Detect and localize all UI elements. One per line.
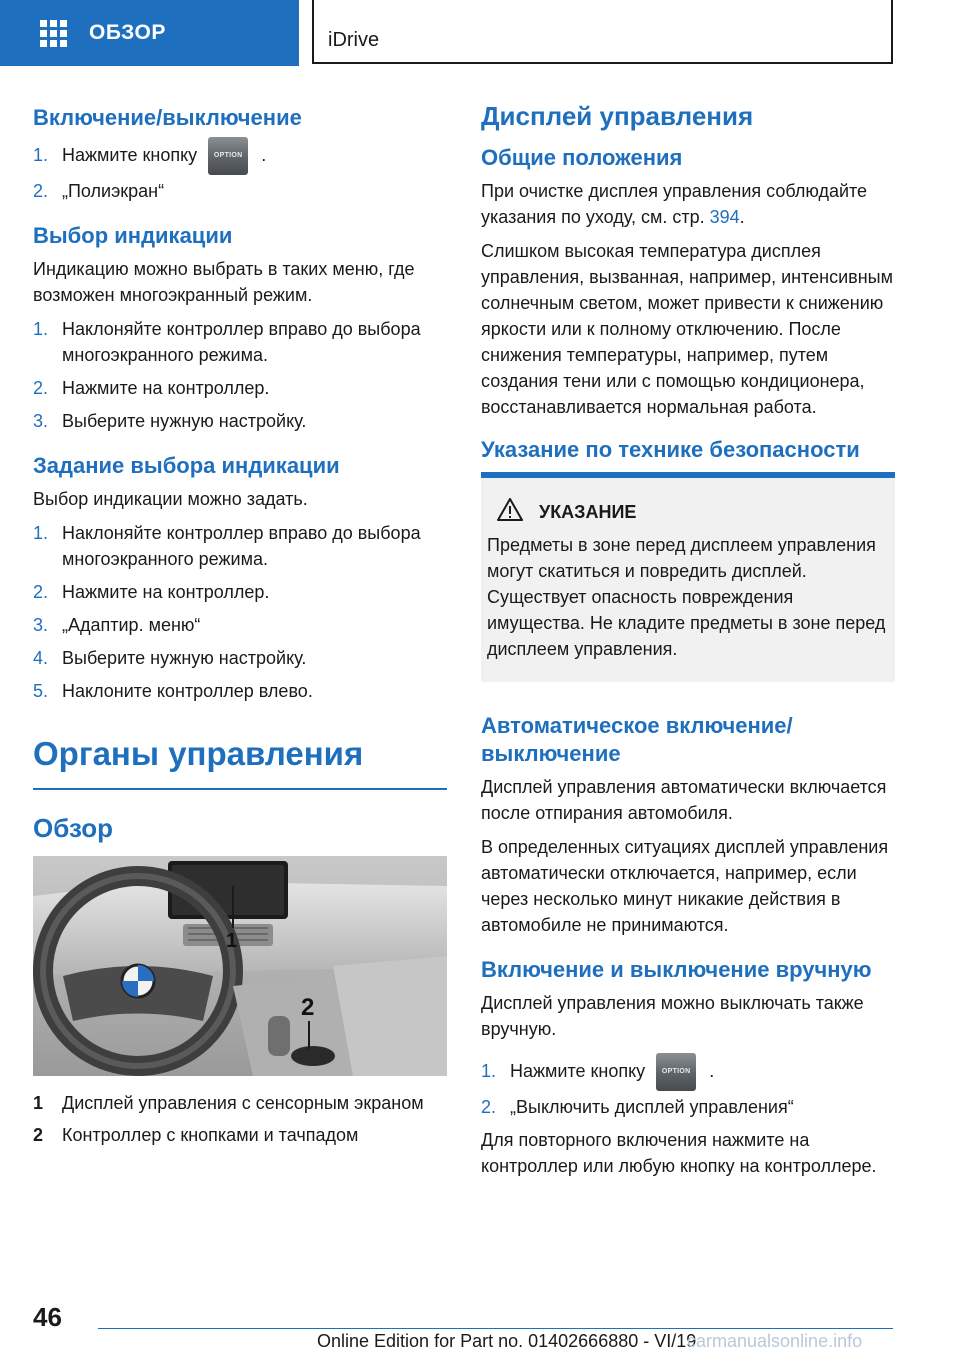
general-p1: При очистке дисплея управления соблюдайте указания по уходу, см. стр. 394. [481, 181, 868, 227]
select-intro: Индикацию можно выбрать в таких меню, где возможен многоэкранный режим. [33, 259, 415, 305]
cockpit-image [33, 856, 447, 1076]
list-item: 3. „Адаптир. меню“ [33, 615, 201, 635]
manual-intro: Дисплей управления можно выключать также вручную. [481, 993, 864, 1039]
legend-item: 2 Контроллер с кнопками и тачпадом [33, 1125, 359, 1145]
callout-1: 1 [226, 930, 238, 952]
heading-manual: Включение и выключение вручную [481, 957, 872, 982]
right-column [481, 100, 895, 1187]
page-link-394[interactable]: 394 [709, 207, 740, 227]
heading-auto: Автоматическое включение/выключение [481, 713, 793, 766]
warning-title: УКАЗАНИЕ [539, 501, 637, 522]
section-tab[interactable] [0, 0, 299, 66]
warning-triangle-icon [497, 498, 523, 526]
list-item: 1. Нажмите кнопку OPTION . [33, 142, 447, 168]
define-steps [33, 520, 447, 704]
list-item: 2. Нажмите на контроллер. [33, 582, 270, 602]
define-intro: Выбор индикации можно задать. [33, 489, 308, 509]
figure-legend [33, 1090, 447, 1148]
left-column [33, 100, 447, 1154]
manual-outro: Для повторного включения нажмите на контроллер или любую кнопку на контроллере. [481, 1130, 877, 1176]
heading-safety: Указание по технике безопасности [481, 437, 860, 462]
option-button-icon: OPTION [208, 137, 248, 175]
heading-define: Задание выбора индикации [33, 453, 340, 478]
section-tab-label: ОБЗОР [89, 21, 166, 44]
auto-p1: Дисплей управления автоматически включается после отпирания автомобиля. [481, 777, 887, 823]
onoff-steps [33, 142, 447, 204]
list-item: 2. „Полиэкран“ [33, 181, 165, 201]
heading-select: Выбор индикации [33, 223, 233, 248]
heading-display: Дисплей управления [481, 101, 754, 131]
general-p2: Слишком высокая температура дисплея управления, вызванная, например, интенсивным солнечным светом, может привести к снижению яркости или к полному отключению. После снижения температуры, например, путем создания тени или с помощью кондиционера, восстанавливается нормальная работа. [481, 241, 893, 417]
warning-header [487, 498, 887, 526]
edition-note: Online Edition for Part no. 01402666880 - VI/19 [317, 1331, 697, 1351]
list-item: 2. Нажмите на контроллер. [33, 378, 270, 398]
warning-box [481, 472, 895, 682]
heading-overview: Обзор [33, 813, 113, 843]
list-item: 5. Наклоните контроллер влево. [33, 681, 313, 701]
list-item: 1. Наклоняйте контроллер вправо до выбора многоэкранного режима. [33, 523, 421, 569]
callout-2: 2 [301, 994, 315, 1021]
auto-p2: В определенных ситуациях дисплей управления автоматически отключается, например, если через несколько минут никакие действия в автомобиле не принимаются. [481, 837, 889, 935]
option-button-icon: OPTION [656, 1053, 696, 1091]
chapter-title: iDrive [328, 29, 380, 51]
legend-item: 1 Дисплей управления с сенсорным экраном [33, 1093, 424, 1113]
watermark: carmanualsonline.info [687, 1331, 863, 1351]
list-item: 3. Выберите нужную настройку. [33, 411, 307, 431]
list-item: 2. „Выключить дисплей управления“ [481, 1097, 794, 1117]
warning-text: Предметы в зоне перед дисплеем управления могут скатиться и повредить дисплей. Существует опасность повреждения имущества. Не кладите предметы в зоне перед дисплеем управления. [487, 535, 886, 659]
list-item: 1. Нажмите кнопку OPTION . [481, 1058, 895, 1084]
heading-onoff: Включение/выключение [33, 105, 302, 130]
heading-general: Общие положения [481, 145, 683, 170]
cockpit-illustration [33, 856, 447, 1076]
page-number: 46 [33, 1302, 62, 1332]
list-item: 4. Выберите нужную настройку. [33, 648, 307, 668]
chapter-header [312, 0, 893, 64]
footer-divider [98, 1328, 893, 1329]
manual-steps [481, 1058, 895, 1120]
grid-icon [40, 20, 67, 47]
select-steps [33, 316, 447, 434]
chapter-heading: Органы управления [33, 734, 447, 790]
list-item: 1. Наклоняйте контроллер вправо до выбора многоэкранного режима. [33, 319, 421, 365]
